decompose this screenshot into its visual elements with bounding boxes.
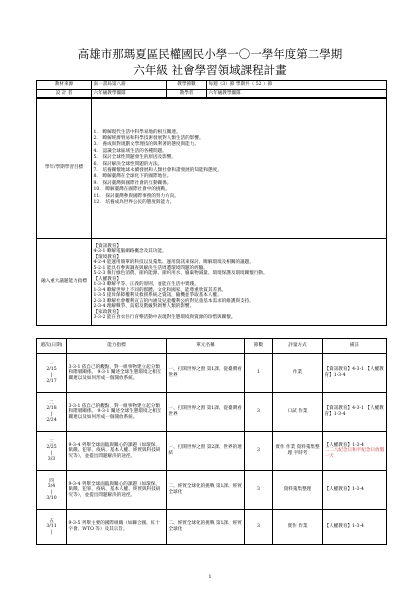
goal-line: 6. 探討解決全球性問題的方法。 bbox=[93, 161, 163, 167]
indicators-cell: 9-3-5 列舉主要的國際組織（如聯合國、紅十字會、WTO 等）及其宗旨。 bbox=[67, 510, 167, 545]
unit-cell: 二、經貿全球化的挑戰 第1課、經貿全球化 bbox=[167, 471, 245, 510]
plan-line: 3-3-2 能在食衣住行育樂活動中表現對生態環境與資源的珍惜與關懷。 bbox=[93, 315, 236, 320]
unit-cell: 一、打開世界之窗 第1課、從臺灣看世界 bbox=[167, 354, 245, 393]
periods-label: 教學節數 bbox=[167, 81, 207, 90]
goal-line: 10. 瞭解臺灣在國際社會中的挑戰。 bbox=[93, 187, 170, 193]
assessment-cell: 實作 作業 bbox=[273, 510, 323, 545]
plan-line: 2-3-3 瞭解社會權利宣言的內涵及兒童權利公約對兒童基本需求的維護與支持。 bbox=[93, 298, 254, 304]
indicators-cell: 3-3-1 依自己的觀點，對一組事物建立起分類和階層關係。 9-3-1 闡述全球生態環境之相互關連以及如何形成一個開放系統。 bbox=[67, 354, 167, 393]
goal-line: 4. 認識全球區域生活的各種問題。 bbox=[93, 148, 167, 154]
notes-cell: 【資訊教育】4-3-1 【人權教育】1-3-4 bbox=[323, 354, 387, 393]
plan-line: 4-2-4 能運用簡單的科技以及蒐集、運用資訊來探討、瞭解環境及相關的議題。 bbox=[93, 260, 254, 265]
notes-cell: 【資訊教育】4-3-1 【人權教育】1-3-4 bbox=[323, 393, 387, 432]
table-row bbox=[37, 354, 387, 393]
version-label: 教材來源 bbox=[37, 81, 92, 90]
goal-line: 8. 瞭解臺灣在全球化下的國際地位。 bbox=[93, 174, 172, 180]
periods-cell: 3 bbox=[245, 393, 273, 432]
unit-cell: 二、經貿全球化的挑戰 第1課、經貿全球化 bbox=[167, 510, 245, 545]
periods-cell: 1 bbox=[245, 354, 273, 393]
plan-line: 1-3-3 瞭解平等、正義的原則，並能在生活中實踐。 bbox=[93, 282, 199, 287]
plan-line: 1-3-4 瞭解世界上不同的群體、文化和國家，能尊重欣賞其差異。 bbox=[93, 287, 227, 293]
info-row-1 bbox=[37, 81, 387, 90]
unit-cell: 一、打開世界之窗 第2課、世界的連結 bbox=[167, 432, 245, 471]
goal-line: 5. 探討全球性問題發生的原因及影響。 bbox=[93, 155, 176, 161]
page-number: 1 bbox=[208, 574, 212, 580]
goal-line: 9. 探討臺灣與國際社會的互動關係。 bbox=[93, 180, 172, 186]
goal-line: 11. 探討臺灣參與國際事務的努力方向。 bbox=[93, 193, 179, 199]
assessment-cell: 作業 bbox=[273, 354, 323, 393]
schedule-header-assessment: 評量方式 bbox=[273, 339, 323, 354]
periods-value: 每週（3）節 學期共（ 52 ）節 bbox=[207, 81, 387, 90]
version-value: 南一書局第八冊 bbox=[92, 81, 167, 90]
table-row bbox=[37, 432, 387, 471]
plan-line: 5-2-3 執行綠色消費、節約能源、節約用水、廢棄物減量、環境保護及環境關懷行動。 bbox=[93, 271, 268, 276]
unit-cell: 一、打開世界之窗 第1課、從臺灣看世界 bbox=[167, 393, 245, 432]
table-row bbox=[37, 510, 387, 545]
goal-line: 12. 培養成為世界公民的態度與能力。 bbox=[93, 200, 175, 206]
plan-line: 1-3-5 提昇保障權利及救援系統之資訊，隨機並爭取基本人權。 bbox=[93, 293, 222, 298]
plan-line: 【人權教育】 bbox=[93, 276, 122, 282]
schedule-header-periods: 節數 bbox=[245, 339, 273, 354]
document-subtitle: 六年級 社會學習領域課程計畫 bbox=[133, 63, 287, 77]
indicators-cell: 9-3-4 列舉全球面臨與關心的課題（如環保、飢餓、犯罪、疫病、基本人權、經貿與科技研究等），並提出問題解決的途徑。 bbox=[67, 471, 167, 510]
goals-row bbox=[37, 98, 387, 239]
goal-line: 7. 培養關懷地球永續發展和人類社會和諧發展的知能和態度。 bbox=[93, 168, 222, 173]
plan-line: 5-2-1 能具有參與調查與解決生活周遭環境問題的經驗。 bbox=[93, 265, 208, 271]
periods-cell: 3 bbox=[245, 432, 273, 471]
schedule-header-indicators: 能力指標 bbox=[67, 339, 167, 354]
notes-cell: 【人權教育】1-3-4 二二八紀念日和平紀念日放假一天 bbox=[323, 432, 387, 471]
plan-line: 【環境教育】 bbox=[93, 254, 122, 260]
document-title: 高雄市那瑪夏區民權國民小學一〇一學年度第二學期 bbox=[77, 47, 343, 61]
assessment-cell: 實作 作業 資料蒐集整理 平時考 bbox=[273, 432, 323, 471]
plan-line: 【家政教育】 bbox=[93, 309, 122, 315]
goal-line: 2. 瞭解經濟貿易和科學技術發展對人類生活的影響。 bbox=[93, 135, 204, 141]
plan-list bbox=[92, 239, 387, 326]
goals-label: 學年/學期學習目標 bbox=[37, 98, 92, 239]
table-row bbox=[37, 393, 387, 432]
table-row bbox=[37, 471, 387, 510]
periods-cell: 3 bbox=[245, 510, 273, 545]
periods-cell: 3 bbox=[245, 471, 273, 510]
goal-line: 1. 瞭解現代生活中科學易地的相互關連。 bbox=[93, 129, 181, 135]
week-cell: 二 2/18 | 2/24 bbox=[37, 393, 67, 432]
teacher-label: 教學者 bbox=[167, 90, 207, 99]
plan-line: 2-3-4 理解戰爭、貧窮及階級對剝奪人類的影響。 bbox=[93, 304, 195, 309]
goal-line: 3. 養成與對規劃文學理技的與利著的態度與能力。 bbox=[93, 142, 199, 148]
plan-line: 【資訊教育】 bbox=[93, 243, 122, 249]
notes-cell: 【人權教育】1-3-4 bbox=[323, 510, 387, 545]
designer-label: 設 計 者 bbox=[37, 90, 92, 99]
assessment-cell: 資料蒐集整理 bbox=[273, 471, 323, 510]
plan-row bbox=[37, 239, 387, 326]
plan-label: 融入重大議題能力指標 bbox=[37, 239, 92, 326]
week-cell: 四 3/4 | 3/10 bbox=[37, 471, 67, 510]
indicators-cell: 3-3-1 依自己的觀點，對一組事物建立起分類和階層關係。 9-3-1 闡述全球生態環境之相互關連以及如何形成一個開放系統。 bbox=[67, 393, 167, 432]
plan-line: 4-3-1 瞭解電腦網路概念及其功能。 bbox=[93, 249, 167, 254]
designer-value: 六年級教學團隊 bbox=[92, 90, 167, 99]
goals-plan-table bbox=[36, 97, 387, 326]
schedule-header-row bbox=[37, 339, 387, 354]
week-cell: 三 2/25 | 3/3 bbox=[37, 432, 67, 471]
week-cell: 五 3/11 | bbox=[37, 510, 67, 545]
indicators-cell: 9-3-4 列舉全球面臨與關心的課題（如環保、飢餓、犯罪、疫病、基本人權、經貿與科技研究等），並提出問題解決的途徑。 bbox=[67, 432, 167, 471]
week-cell: 一 2/15 | 2/17 bbox=[37, 354, 67, 393]
goals-list bbox=[92, 98, 387, 239]
schedule-header-unit: 單元名稱 bbox=[167, 339, 245, 354]
schedule-table bbox=[36, 338, 387, 545]
teacher-value: 六年級教學團隊 bbox=[207, 90, 387, 99]
schedule-header-notes: 備註 bbox=[323, 339, 387, 354]
assessment-cell: 口試 作業 bbox=[273, 393, 323, 432]
notes-cell: 【人權教育】1-3-4 bbox=[323, 471, 387, 510]
schedule-header-week: 週次(日期) bbox=[37, 339, 67, 354]
